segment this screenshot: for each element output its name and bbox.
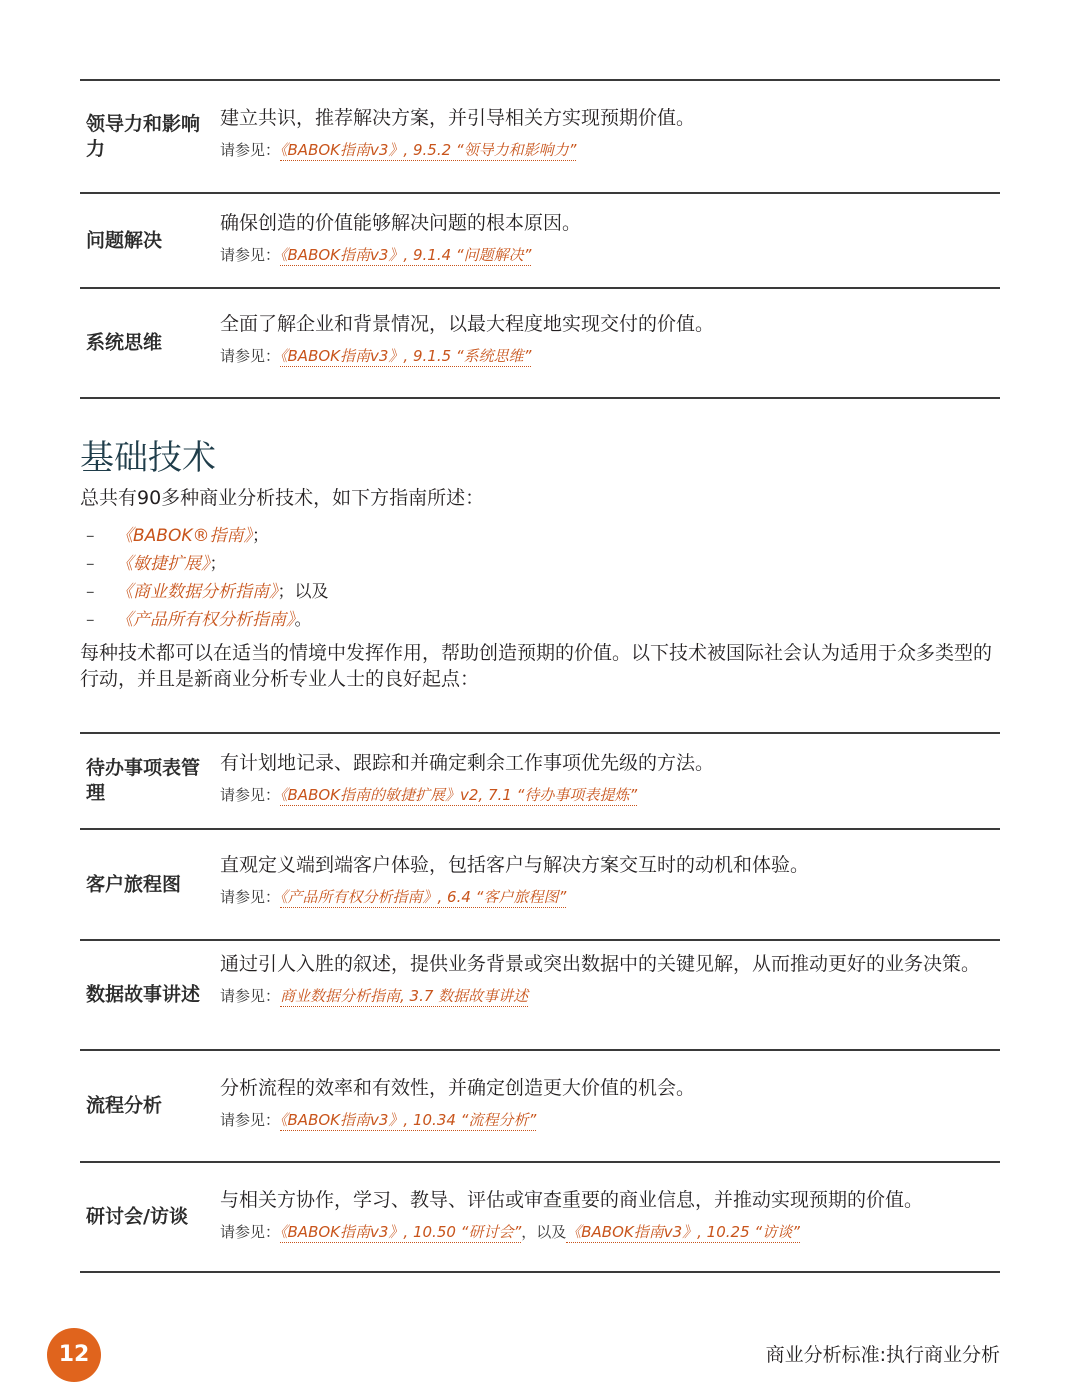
competency-table [80, 79, 1000, 399]
row-term: 研讨会/访谈 [86, 1205, 188, 1228]
row-content [220, 750, 990, 806]
reference-link[interactable]: 商业数据分析指南, 3.7 数据故事讲述 [280, 987, 529, 1005]
reference-label: 请参见： [220, 347, 281, 365]
row-content [220, 105, 990, 161]
table-row [80, 192, 1000, 287]
list-dash: – [86, 526, 95, 546]
list-dash: – [86, 610, 95, 630]
reference-label: 请参见： [220, 888, 281, 906]
list-suffix: ； [209, 554, 227, 574]
reference-joiner: ，以及 [521, 1223, 567, 1241]
row-description: 有计划地记录、跟踪和并确定剩余工作事项优先级的方法。 [220, 752, 715, 774]
row-description: 分析流程的效率和有效性，并确定创造更大价值的机会。 [220, 1077, 696, 1099]
reference-link[interactable]: 《BABOK指南v3》, 10.50 “研讨会” [280, 1223, 522, 1241]
section-paragraph: 每种技术都可以在适当的情境中发挥作用，帮助创造预期的价值。以下技术被国际社会认为适用于众多类型的行动，并且是新商业分析专业人士的良好起点： [80, 642, 993, 690]
row-reference [220, 244, 990, 266]
row-content [220, 852, 990, 908]
row-reference [220, 784, 990, 806]
table-row [80, 732, 1000, 828]
row-description: 与相关方协作，学习、教导、评估或审查重要的商业信息，并推动实现预期的价值。 [220, 1189, 924, 1211]
row-description: 全面了解企业和背景情况，以最大程度地实现交付的价值。 [220, 313, 715, 335]
row-description: 确保创造的价值能够解决问题的根本原因。 [220, 212, 582, 234]
reference-label: 请参见： [220, 246, 281, 264]
section-title: 基础技术 [80, 438, 216, 478]
table-row [80, 1161, 1000, 1273]
reference-label: 请参见： [220, 1111, 281, 1129]
row-description: 建立共识，推荐解决方案，并引导相关方实现预期价值。 [220, 107, 696, 129]
list-suffix: ； [251, 526, 269, 546]
row-description: 通过引人入胜的叙述，提供业务背景或突出数据中的关键见解，从而推动更好的业务决策。 [220, 953, 981, 975]
table-row [80, 828, 1000, 939]
reference-link[interactable]: 《产品所有权分析指南》, 6.4 “客户旅程图” [280, 888, 567, 906]
list-link[interactable]: 《BABOK®指南》 [116, 526, 252, 546]
guide-list [80, 522, 329, 634]
footer-doc-title: 商业分析标准:执行商业分析 [765, 1344, 1000, 1366]
row-reference [220, 985, 990, 1007]
list-link[interactable]: 《商业数据分析指南》 [116, 582, 278, 602]
row-term: 系统思维 [86, 331, 163, 354]
reference-link[interactable]: 《BABOK指南v3》, 10.34 “流程分析” [280, 1111, 537, 1129]
row-reference [220, 139, 990, 161]
list-item [80, 578, 329, 606]
list-link[interactable]: 《产品所有权分析指南》 [116, 610, 295, 630]
list-suffix: 。 [294, 610, 312, 630]
row-content [220, 951, 990, 1007]
table-row [80, 79, 1000, 192]
table-row [80, 939, 1000, 1049]
reference-link[interactable]: 《BABOK指南v3》, 10.25 “访谈” [566, 1223, 800, 1241]
list-item [80, 606, 329, 634]
row-reference [220, 886, 990, 908]
reference-link[interactable]: 《BABOK指南v3》, 9.1.5 “系统思维” [280, 347, 532, 365]
list-item [80, 550, 329, 578]
technique-table [80, 732, 1000, 1273]
row-content [220, 1075, 990, 1131]
reference-link[interactable]: 《BABOK指南的敏捷扩展》v2, 7.1 “待办事项表提炼” [280, 786, 638, 804]
list-dash: – [86, 554, 95, 574]
reference-label: 请参见： [220, 141, 281, 159]
row-content [220, 311, 990, 367]
list-dash: – [86, 582, 95, 602]
row-content [220, 1187, 990, 1243]
row-reference [220, 345, 990, 367]
list-link[interactable]: 《敏捷扩展》 [116, 554, 210, 574]
row-term: 数据故事讲述 [86, 983, 201, 1006]
row-term: 待办事项表管理 [86, 757, 201, 804]
row-reference [220, 1221, 990, 1243]
row-term: 领导力和影响力 [86, 112, 201, 160]
row-term: 问题解决 [86, 229, 163, 251]
section-intro: 总共有90多种商业分析技术，如下方指南所述： [80, 487, 485, 509]
reference-label: 请参见： [220, 1223, 281, 1241]
list-suffix: ；以及 [277, 582, 329, 602]
row-reference [220, 1109, 990, 1131]
reference-link[interactable]: 《BABOK指南v3》, 9.1.4 “问题解决” [280, 246, 532, 264]
row-description: 直观定义端到端客户体验，包括客户与解决方案交互时的动机和体验。 [220, 854, 810, 876]
table-row [80, 287, 1000, 399]
row-content [220, 210, 990, 266]
row-term: 流程分析 [86, 1094, 163, 1117]
reference-link[interactable]: 《BABOK指南v3》, 9.5.2 “领导力和影响力” [280, 141, 577, 159]
reference-label: 请参见： [220, 987, 281, 1005]
reference-label: 请参见： [220, 786, 281, 804]
table-row [80, 1049, 1000, 1161]
page-number-badge: 12 [47, 1328, 101, 1382]
row-term: 客户旅程图 [86, 873, 182, 895]
list-item [80, 522, 329, 550]
